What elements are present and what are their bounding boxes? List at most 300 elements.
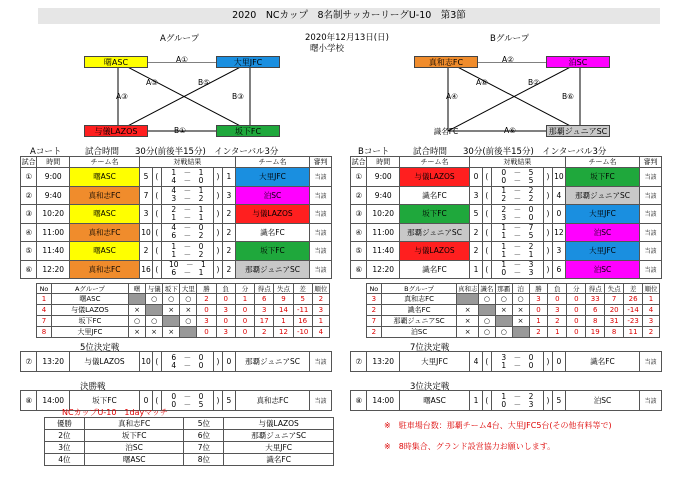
standings-header: 那覇 xyxy=(497,285,511,293)
match-label: B⑥ xyxy=(562,92,574,101)
half-scores xyxy=(161,186,213,205)
match-time: 11:00 xyxy=(37,223,70,242)
match-no: ⑤ xyxy=(21,242,37,261)
standings-row xyxy=(367,305,660,316)
standings-cell: 与儀LAZOS xyxy=(51,305,128,316)
standings-cell: 曙ASC xyxy=(51,294,128,305)
standings-cell xyxy=(146,305,163,316)
standings-cell: × xyxy=(128,327,145,338)
referee: 当該 xyxy=(640,242,662,261)
standings-cell: × xyxy=(180,305,197,316)
standings-header: 勝 xyxy=(197,284,216,294)
standings-row xyxy=(367,294,660,305)
match-no: ④ xyxy=(21,223,37,242)
group-a-team-tl: 曙ASC xyxy=(84,56,148,68)
standings-cell: 2 xyxy=(255,327,274,338)
cup-cell: 坂下FC xyxy=(84,430,184,442)
match-row xyxy=(21,186,332,205)
standings-cell: × xyxy=(512,316,529,327)
paren-open: ( xyxy=(483,391,492,411)
home-score: 2 xyxy=(469,223,482,242)
first-half: 1 － 1 xyxy=(171,167,204,177)
match-time: 11:40 xyxy=(367,242,400,261)
paren-open: ( xyxy=(153,260,162,279)
standings-cell: × xyxy=(457,305,479,316)
first-half: 10 － 1 xyxy=(169,260,206,270)
standings-row xyxy=(367,327,660,338)
standings-cell: 1 xyxy=(37,294,52,305)
paren-open: ( xyxy=(153,223,162,242)
second-half: 6 － 1 xyxy=(171,268,204,278)
paren-close: ) xyxy=(214,352,223,372)
standings-row xyxy=(367,316,660,327)
header-no: 試合 xyxy=(21,158,36,166)
standings-cell: 1 xyxy=(548,327,567,338)
match-time: 14:00 xyxy=(37,391,70,411)
away-score: 2 xyxy=(222,260,235,279)
standings-cell: 0 xyxy=(567,316,586,327)
paren-close: ) xyxy=(544,260,553,279)
referee: 当該 xyxy=(640,168,662,187)
home-team: 坂下FC xyxy=(400,205,470,224)
standings-cell: 大里JFC xyxy=(51,327,128,338)
second-half: 1 － 1 xyxy=(501,249,534,259)
referee: 当該 xyxy=(310,223,332,242)
first-half: 2 － 0 xyxy=(501,204,534,214)
standings-header: 大里 xyxy=(180,284,197,294)
group-a-team-bl: 与儀LAZOS xyxy=(84,125,148,137)
first-half: 1 － 0 xyxy=(171,241,204,251)
standings-header: 失点 xyxy=(274,284,293,294)
second-half: 1 － 0 xyxy=(501,360,534,370)
standings-cell: 2 xyxy=(367,305,382,316)
cup-cell: 識名FC xyxy=(224,454,334,466)
second-half: 4 － 0 xyxy=(171,175,204,185)
half-scores xyxy=(491,205,543,224)
schedule-b-table xyxy=(350,156,662,279)
paren-open: ( xyxy=(153,168,162,187)
paren-close: ) xyxy=(214,242,223,261)
match-label: A③ xyxy=(116,92,128,101)
away-score: 2 xyxy=(222,205,235,224)
referee: 当該 xyxy=(640,223,662,242)
court-a-time-value: 30分(前後半15分) インターバル3分 xyxy=(135,147,279,157)
match-label: B① xyxy=(174,126,186,135)
group-a-label: Aグループ xyxy=(160,34,200,44)
cup-cell: 4位 xyxy=(45,454,85,466)
standings-cell: ○ xyxy=(180,294,197,305)
standings-cell: 17 xyxy=(255,316,274,327)
home-score: 2 xyxy=(139,242,152,261)
home-team: 坂下FC xyxy=(70,391,140,411)
match-time: 13:20 xyxy=(367,352,400,372)
standings-cell: 0 xyxy=(235,305,254,316)
home-team: 曙ASC xyxy=(70,168,140,187)
match-label: A② xyxy=(502,55,514,64)
away-score: 1 xyxy=(222,168,235,187)
half-scores xyxy=(491,242,543,261)
match-time: 9:00 xyxy=(367,168,400,187)
paren-open: ( xyxy=(153,391,162,411)
standings-header: 坂下 xyxy=(163,284,180,294)
second-half: 3 － 2 xyxy=(171,194,204,204)
match-row xyxy=(351,223,662,242)
standings-cell: ○ xyxy=(495,294,512,305)
second-half: 1 － 1 xyxy=(171,212,204,222)
match-row xyxy=(351,186,662,205)
standings-cell: × xyxy=(163,327,180,338)
match-time: 9:40 xyxy=(367,186,400,205)
away-team: 泊SC xyxy=(565,223,639,242)
standings-header: 泊 xyxy=(512,284,529,294)
standings-header: No xyxy=(367,284,382,294)
match-row xyxy=(351,242,662,261)
paren-close: ) xyxy=(544,168,553,187)
standings-cell: 真和志FC xyxy=(381,294,457,305)
match-row xyxy=(21,205,332,224)
cup-row xyxy=(45,430,334,442)
match-no: ⑥ xyxy=(21,260,37,279)
paren-close: ) xyxy=(214,260,223,279)
standings-cell: 3 xyxy=(312,305,329,316)
away-team: 大里JFC xyxy=(565,205,639,224)
standings-cell: 0 xyxy=(197,327,216,338)
away-score: 2 xyxy=(222,242,235,261)
second-half: 0 － 5 xyxy=(501,175,534,185)
away-team: 泊SC xyxy=(565,260,639,279)
home-score: 1 xyxy=(469,391,482,411)
cup-cell: 曙ASC xyxy=(84,454,184,466)
half-scores xyxy=(161,223,213,242)
header-time: 時間 xyxy=(367,157,400,168)
header-ref: 審判 xyxy=(310,157,332,168)
match-no: ② xyxy=(21,186,37,205)
match-label: A⑤ xyxy=(146,78,158,87)
standings-cell: × xyxy=(495,305,512,316)
cup-cell: 那覇ジュニアSC xyxy=(224,430,334,442)
standings-cell: 20 xyxy=(605,305,624,316)
cup-results-table xyxy=(44,417,334,466)
referee: 当該 xyxy=(310,205,332,224)
away-team: 泊SC xyxy=(565,391,639,411)
first-half: 4 － 1 xyxy=(171,186,204,196)
home-score: 3 xyxy=(139,205,152,224)
standings-row xyxy=(37,316,330,327)
paren-open: ( xyxy=(483,205,492,224)
referee: 当該 xyxy=(310,352,332,372)
standings-cell: 3 xyxy=(548,305,567,316)
group-a-team-br: 坂下FC xyxy=(216,125,280,137)
match-row xyxy=(21,260,332,279)
header-result: 対戦結果 xyxy=(139,157,235,168)
second-half: 4 － 0 xyxy=(171,360,204,370)
home-score: 5 xyxy=(139,168,152,187)
match-time: 12:20 xyxy=(37,260,70,279)
match-row xyxy=(21,223,332,242)
match-no: ④ xyxy=(351,223,367,242)
away-score: 6 xyxy=(552,260,565,279)
standings-cell: 0 xyxy=(197,305,216,316)
away-score: 0 xyxy=(552,352,565,372)
standings-header: No xyxy=(37,284,52,294)
standings-cell: 3 xyxy=(255,305,274,316)
first-half: 6 － 0 xyxy=(171,352,204,362)
header-team: チーム名 xyxy=(70,157,140,168)
standings-cell: × xyxy=(457,316,479,327)
header-result: 対戦結果 xyxy=(469,157,565,168)
away-team: 那覇ジュニアSC xyxy=(565,186,639,205)
paren-open: ( xyxy=(483,352,492,372)
match-time: 11:00 xyxy=(367,223,400,242)
page-title: 2020 NCカップ 8名制サッカーリーグU-10 第3節 xyxy=(38,8,660,24)
home-team: 識名FC xyxy=(400,186,470,205)
cup-row xyxy=(45,454,334,466)
standings-cell: 0 xyxy=(235,316,254,327)
standings-cell: -10 xyxy=(293,327,312,338)
first-half: 2 － 1 xyxy=(171,204,204,214)
half-scores xyxy=(161,352,213,372)
home-score: 7 xyxy=(139,186,152,205)
home-score: 2 xyxy=(469,242,482,261)
away-score: 5 xyxy=(552,391,565,411)
match-no: ⑥ xyxy=(351,260,367,279)
home-score: 0 xyxy=(139,391,152,411)
home-team: 曙ASC xyxy=(70,242,140,261)
away-team: 坂下FC xyxy=(235,242,309,261)
away-score: 0 xyxy=(552,205,565,224)
group-b-team-tl: 真和志FC xyxy=(414,56,478,68)
group-b-label: Bグループ xyxy=(490,34,530,44)
standings-cell xyxy=(163,316,180,327)
court-b-title: Bコート xyxy=(358,147,390,157)
standings-cell: 2 xyxy=(548,316,567,327)
standings-cell: -23 xyxy=(624,316,643,327)
standings-cell: ○ xyxy=(146,294,163,305)
standings-cell: 6 xyxy=(255,294,274,305)
group-b-team-bl: 識名FC xyxy=(433,127,459,136)
home-score: 0 xyxy=(469,168,482,187)
away-team: 大里JFC xyxy=(235,168,309,187)
standings-header: 曙 xyxy=(128,284,145,294)
away-score: 12 xyxy=(552,223,565,242)
half-scores xyxy=(491,260,543,279)
cup-cell: 6位 xyxy=(184,430,224,442)
home-team: 那覇ジュニアSC xyxy=(400,223,470,242)
standings-cell: 26 xyxy=(624,294,643,305)
referee: 当該 xyxy=(310,391,332,411)
standings-cell: 0 xyxy=(216,294,235,305)
match-time: 9:40 xyxy=(37,186,70,205)
standings-cell: 9 xyxy=(274,294,293,305)
half-scores xyxy=(161,260,213,279)
standings-cell: 2 xyxy=(367,327,382,338)
standings-cell: × xyxy=(512,305,529,316)
half-scores xyxy=(161,242,213,261)
half-scores xyxy=(161,391,213,411)
standings-cell: 14 xyxy=(274,305,293,316)
home-team: 曙ASC xyxy=(70,205,140,224)
standings-cell: 2 xyxy=(312,294,329,305)
standings-cell: 5 xyxy=(293,294,312,305)
standings-header: 分 xyxy=(567,284,586,294)
standings-a-table xyxy=(36,283,330,338)
standings-cell: 1 xyxy=(235,294,254,305)
standings-header: 勝 xyxy=(529,284,548,294)
standings-row xyxy=(37,327,330,338)
first-half: 1 － 2 xyxy=(501,241,534,251)
referee: 当該 xyxy=(640,186,662,205)
match-time: 12:20 xyxy=(367,260,400,279)
standings-header: 順位 xyxy=(644,285,658,293)
standings-cell: 3 xyxy=(216,305,235,316)
second-half: 1 － 2 xyxy=(171,249,204,259)
away-team: 坂下FC xyxy=(565,168,639,187)
standings-cell: -14 xyxy=(624,305,643,316)
paren-open: ( xyxy=(483,242,492,261)
first-half: 4 － 0 xyxy=(171,223,204,233)
match-time: 14:00 xyxy=(367,391,400,411)
away-score: 3 xyxy=(552,242,565,261)
header-team: チーム名 xyxy=(400,157,470,168)
home-team: 与儀LAZOS xyxy=(400,242,470,261)
standings-cell: 0 xyxy=(216,316,235,327)
standings-cell xyxy=(180,327,197,338)
standings-cell: ○ xyxy=(180,316,197,327)
match-label: A⑥ xyxy=(504,126,516,135)
second-half: 0 － 3 xyxy=(501,268,534,278)
match-no: ③ xyxy=(351,205,367,224)
standings-cell: 1 xyxy=(274,316,293,327)
standings-cell: 8 xyxy=(586,316,605,327)
group-a-team-tr: 大里JFC xyxy=(216,56,280,68)
standings-header: 順位 xyxy=(312,284,329,294)
away-score: 10 xyxy=(552,168,565,187)
home-score: 3 xyxy=(469,186,482,205)
paren-open: ( xyxy=(483,168,492,187)
paren-open: ( xyxy=(153,352,162,372)
cup-cell: 与儀LAZOS xyxy=(224,418,334,430)
standings-cell: 31 xyxy=(605,316,624,327)
header-team2: チーム名 xyxy=(565,157,639,168)
first-half: 3 － 0 xyxy=(501,352,534,362)
match-row xyxy=(351,205,662,224)
half-scores xyxy=(491,186,543,205)
standings-cell: ○ xyxy=(163,294,180,305)
standings-cell: 1 xyxy=(312,316,329,327)
match-label: A① xyxy=(176,55,188,64)
referee: 当該 xyxy=(310,168,332,187)
home-team: 真和志FC xyxy=(70,223,140,242)
standings-header: 得点 xyxy=(586,284,605,294)
court-b-time-value: 30分(前後半15分) インターバル3分 xyxy=(463,147,607,157)
home-score: 10 xyxy=(139,352,152,372)
away-score: 5 xyxy=(222,391,235,411)
away-team: 那覇ジュニアSC xyxy=(235,260,309,279)
court-b-time-label: 試合時間 xyxy=(413,147,448,157)
away-score: 2 xyxy=(222,223,235,242)
standings-cell: 16 xyxy=(293,316,312,327)
paren-open: ( xyxy=(153,205,162,224)
second-half: 3 － 0 xyxy=(501,212,534,222)
match-row xyxy=(21,242,332,261)
match-no: ⑦ xyxy=(351,352,367,372)
first-half: 1 － 2 xyxy=(501,186,534,196)
cup-cell: 5位 xyxy=(184,418,224,430)
standings-cell xyxy=(479,305,496,316)
referee: 当該 xyxy=(640,352,662,372)
paren-close: ) xyxy=(544,205,553,224)
final-label: 決勝戦 xyxy=(80,382,106,392)
referee: 当該 xyxy=(640,391,662,411)
cup-cell: 8位 xyxy=(184,454,224,466)
standings-cell: 0 xyxy=(529,305,548,316)
match-time: 10:20 xyxy=(37,205,70,224)
first-half: 1 － 3 xyxy=(501,260,534,270)
standings-cell xyxy=(128,294,145,305)
header-team2: チーム名 xyxy=(235,157,309,168)
standings-cell: × xyxy=(457,327,479,338)
match-no: ② xyxy=(351,186,367,205)
match-time: 13:20 xyxy=(37,352,70,372)
match-label: A④ xyxy=(446,92,458,101)
standings-cell: 那覇ジュニアSC xyxy=(381,316,457,327)
header-ref: 審判 xyxy=(640,157,662,168)
home-team: 曙ASC xyxy=(400,391,470,411)
match-no: ⑧ xyxy=(351,391,367,411)
standings-cell: 12 xyxy=(274,327,293,338)
standings-cell: 19 xyxy=(586,327,605,338)
standings-b-table xyxy=(366,283,660,338)
referee: 当該 xyxy=(310,260,332,279)
second-half: 2 － 2 xyxy=(501,194,534,204)
final-match-table xyxy=(350,351,662,372)
standings-cell: 2 xyxy=(197,294,216,305)
match-no: ① xyxy=(21,168,37,187)
schedule-a-table xyxy=(20,156,332,279)
away-team: 大里JFC xyxy=(565,242,639,261)
paren-close: ) xyxy=(214,223,223,242)
final-match-table xyxy=(20,351,332,372)
standings-row xyxy=(37,305,330,316)
referee: 当該 xyxy=(310,242,332,261)
final-label: 5位決定戦 xyxy=(80,343,120,353)
half-scores xyxy=(491,391,543,411)
standings-cell: 4 xyxy=(643,305,660,316)
paren-close: ) xyxy=(214,205,223,224)
cup-cell: 真和志FC xyxy=(84,418,184,430)
away-team: 那覇ジュニアSC xyxy=(235,352,309,372)
standings-cell: 8 xyxy=(37,327,52,338)
half-scores xyxy=(491,168,543,187)
paren-close: ) xyxy=(214,186,223,205)
standings-cell: 8 xyxy=(605,327,624,338)
court-a-time-label: 試合時間 xyxy=(85,147,120,157)
home-score: 16 xyxy=(139,260,152,279)
home-score: 10 xyxy=(139,223,152,242)
first-half: 0 － 0 xyxy=(171,391,204,401)
paren-close: ) xyxy=(544,352,553,372)
match-time: 9:00 xyxy=(37,168,70,187)
final-match-table xyxy=(350,390,662,411)
standings-cell: 2 xyxy=(643,327,660,338)
second-half: 1 － 5 xyxy=(501,231,534,241)
standings-cell: 4 xyxy=(37,305,52,316)
match-label: B③ xyxy=(232,92,244,101)
standings-header: 得点 xyxy=(255,284,274,294)
paren-open: ( xyxy=(153,186,162,205)
standings-cell xyxy=(512,327,529,338)
away-score: 4 xyxy=(552,186,565,205)
